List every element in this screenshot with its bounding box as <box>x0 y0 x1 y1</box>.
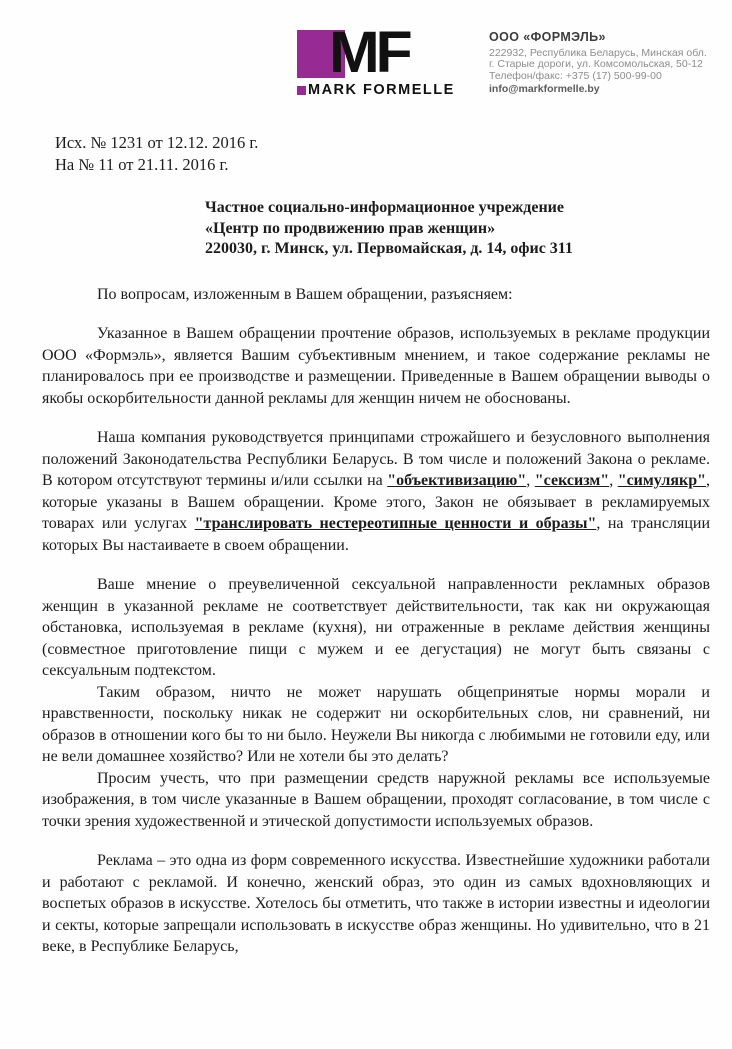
company-logo <box>297 20 467 98</box>
paragraph-4: Таким образом, ничто не может нарушать общепринятые нормы морали и нравственности, поскольку никак не содержит ни оскорбительных слов, ни сравнений, ни образов в отношении кого бы то ни было. Неужели Вы никогда с любимыми не готовили еду, или не вели домашнее хозяйство? Или не хотели бы это делать? <box>42 683 710 765</box>
addressee-line2: «Центр по продвижению прав женщин» <box>205 219 496 237</box>
company-phone: Телефон/факс: +375 (17) 500-99-00 <box>489 69 662 82</box>
logo-brand-name: MARK FORMELLE <box>308 82 455 98</box>
company-address-line1: 222932, Республика Беларусь, Минская обл. <box>489 46 707 59</box>
paragraph-3: Ваше мнение о преувеличенной сексуальной направленности рекламных образов женщин в указанной рекламе не соответствует действительности, так как ни окружающая обстановка, используемая в рекламе (кухня), ни отраженные в рекламе действия женщины (совместное приготовление пищи с мужем и ее дегустация) не могут быть связаны с сексуальным подтекстом. <box>42 576 710 679</box>
logo-small-square-icon <box>297 86 306 95</box>
letter-body <box>42 284 710 958</box>
addressee-block <box>205 198 710 260</box>
paragraph-2: Наша компания руководствуется принципами строжайшего и безусловного выполнения положений Законодательства Республики Беларусь. В том числе и положений Закона о рекламе. В котором отсутствуют термины и/или ссылки на "объективизацию", "сексизм", "симулякр", которые указаны в Вашем обращении. Кроме этого, Закон не обязывает в рекламируемых товарах или услугах "транслировать нестереотипные ценности и образы", на трансляции которых Вы настаиваете в своем обращении. <box>42 429 711 554</box>
company-address-line2: г. Старые дороги, ул. Комсомольская, 50-12 <box>489 58 703 70</box>
addressee-line3: 220030, г. Минск, ул. Первомайская, д. 14, офис 311 <box>205 240 573 257</box>
addressee-line1: Частное социально-информационное учреждение <box>205 199 564 216</box>
incoming-reference: На № 11 от 21.11. 2016 г. <box>55 155 229 174</box>
reference-block <box>55 132 710 176</box>
paragraph-5: Просим учесть, что при размещении средств наружной рекламы все используемые изображения, в том числе указанные в Вашем обращении, проходят согласование, в том числе с точки зрения художественной и этической допустимости используемых образов. <box>42 769 710 830</box>
intro-line: По вопросам, изложенным в Вашем обращении, разъясняем: <box>97 285 513 303</box>
company-name: ООО «ФОРМЭЛЬ» <box>489 30 606 44</box>
letterhead <box>297 20 710 108</box>
logo-monogram-block <box>297 20 467 85</box>
logo-monogram: MF <box>329 20 409 85</box>
outgoing-reference: Исх. № 1231 от 12.12. 2016 г. <box>55 133 259 152</box>
paragraph-6: Реклама – это одна из форм современного искусства. Известнейшие художники работали и работают с рекламой. И конечно, женский образ, это один из самых вдохновляющих и воспетых образов в искусстве. Хотелось бы отметить, что также в истории известны и идеологии и секты, которые запрещали использовать в искусстве образ женщины. Но удивительно, что в 21 веке, в Республике Беларусь, <box>42 852 710 955</box>
company-email: info@markformelle.by <box>489 83 600 95</box>
company-contact-block <box>489 30 707 96</box>
paragraph-1: Указанное в Вашем обращении прочтение образов, используемых в рекламе продукции ООО «Формэль», является Вашим субъективным мнением, и такое содержание рекламы не планировалось при ее производстве и размещении. Приведенные в Вашем обращении выводы о якобы оскорбительности данной рекламы для женщин ничем не обоснованы. <box>42 325 710 407</box>
